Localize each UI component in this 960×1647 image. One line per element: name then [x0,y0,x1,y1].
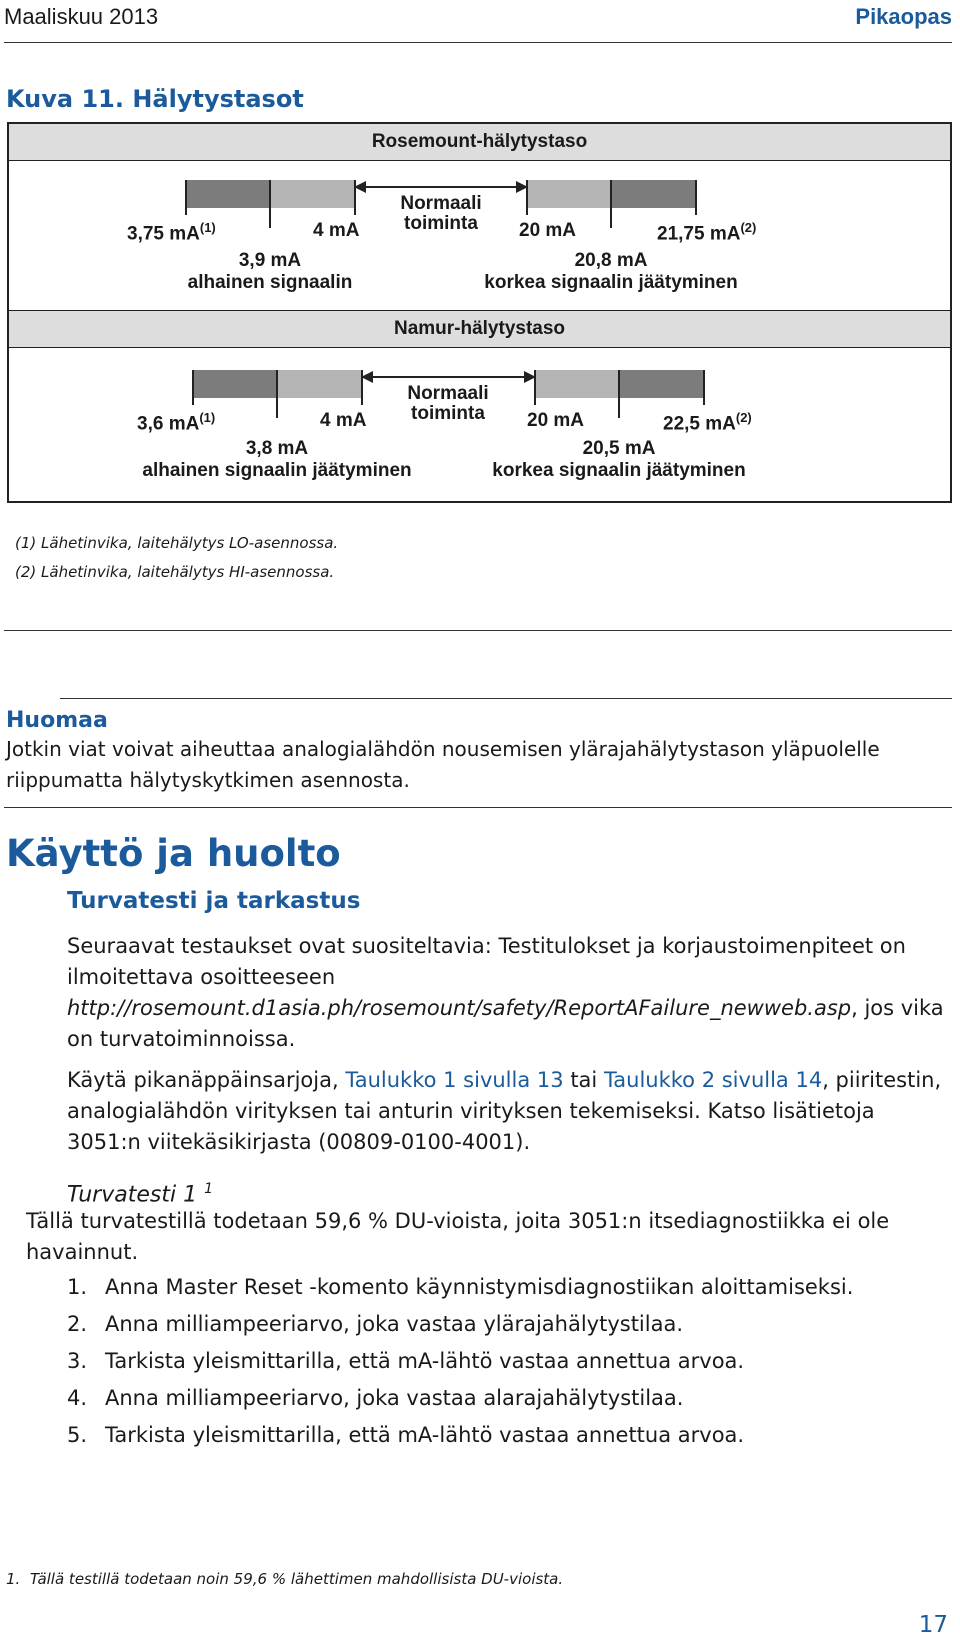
figure-footnote: (2) Lähetinvika, laitehälytys HI-asennossa. [15,563,335,581]
shortcut-paragraph: Käytä pikanäppäinsarjoja, Taulukko 1 sivulla 13 tai Taulukko 2 sivulla 14, piiritestin, analogialähdön virityksen tai anturin virityksen tekemiseksi. Katso lisätietoja 3051:n viitekäsikirjasta (00809-0100-4001). [67,1068,942,1154]
tick [269,180,271,228]
low-saturation-segment [270,180,355,208]
steps-list [67,1272,947,1457]
safety-test-title: Turvatesti 1 $^1$ [67,1181,213,1208]
high-saturation-segment [534,370,619,398]
tick [703,370,705,405]
tick [618,370,620,418]
list-item: 5. Tarkista yleismittarilla, että mA-lähtö vastaa annettua arvoa. [67,1423,745,1447]
namur-band: Namur-hälytystaso [9,310,950,348]
page-number: 17 [918,1612,948,1638]
section-title: Käyttö ja huolto [6,832,341,875]
low-limit-value: 4 mA [313,220,360,241]
footnote-ref: 1 [204,1181,213,1197]
safety-test-description: Tällä turvatestillä todetaan 59,6 % DU-vioista, joita 3051:n itsediagnostiikka ei ole havainnut. [26,1209,890,1264]
header-rule [4,42,952,43]
low-limit-value: 4 mA [320,410,367,431]
high-alarm-segment [619,370,704,398]
list-item: 1. Anna Master Reset -komento käynnistymisdiagnostiikan aloittamiseksi. [67,1275,854,1299]
note-text: Jotkin viat voivat aiheuttaa analogialähdön nousemisen ylärajahälytystason yläpuolelle riippumatta hälytyskytkimen asennosta. [6,737,880,792]
low-saturation-segment [277,370,362,398]
low-saturation-value: 3,9 mA [238,250,302,271]
high-limit-value: 20 mA [519,220,577,241]
normal-operation-label: Normaali toiminta [400,193,482,234]
tick [695,180,697,215]
low-alarm-segment [192,370,277,398]
high-saturation-segment [526,180,611,208]
high-saturation-label: korkea signaalin jäätyminen [492,460,746,481]
figure-title: Kuva 11. Hälytystasot [6,85,304,113]
rosemount-band: Rosemount-hälytystaso [9,124,950,161]
low-saturation-label: alhainen signaalin jäätyminen [142,460,412,481]
tick [185,180,187,215]
note-bottom-rule [4,807,952,808]
normal-operation-label: Normaali toiminta [407,383,489,424]
note-title: Huomaa [6,708,108,733]
low-saturation-label: alhainen signaalin [187,272,353,293]
list-item: 2. Anna milliampeeriarvo, joka vastaa ylärajahälytystilaa. [67,1312,684,1336]
low-alarm-value: 3,6 $mA^{(1)}$ [137,410,216,435]
figure-footnote: (1) Lähetinvika, laitehälytys LO-asennossa. [15,534,339,552]
tick [192,370,194,405]
tick [276,370,278,418]
header-date: Maaliskuu 2013 [4,4,159,29]
low-saturation-value: 3,8 mA [245,438,309,459]
normal-range-arrow [361,370,536,384]
high-saturation-value: 20,5 mA [582,438,656,459]
tick [610,180,612,228]
subsection-title: Turvatesti ja tarkastus [67,888,361,914]
high-limit-value: 20 mA [527,410,585,431]
high-alarm-value: 21,75 $mA^{(2)}$ [657,220,757,245]
alarm-levels-figure [7,122,952,503]
list-item: 3. Tarkista yleismittarilla, että mA-lähtö vastaa annettua arvoa. [67,1349,745,1373]
high-alarm-value: 22,5 $mA^{(2)}$ [663,410,752,435]
low-alarm-segment [185,180,270,208]
report-url[interactable]: http://rosemount.d1asia.ph/rosemount/safety/ReportAFailure_newweb.asp [67,996,852,1020]
list-item: 4. Anna milliampeeriarvo, joka vastaa alarajahälytystilaa. [67,1386,684,1410]
low-alarm-value: 3,75 $mA^{(1)}$ [127,220,216,245]
table1-link[interactable]: Taulukko 1 sivulla 13 [345,1068,564,1092]
high-alarm-segment [611,180,696,208]
divider [4,630,952,631]
header-doc-type: Pikaopas [855,4,952,29]
high-saturation-label: korkea signaalin jäätyminen [484,272,738,293]
table2-link[interactable]: Taulukko 2 sivulla 14 [603,1068,823,1092]
normal-range-arrow [354,180,528,194]
high-saturation-value: 20,8 mA [574,250,648,271]
note-top-rule [60,698,952,699]
intro-paragraph: Seuraavat testaukset ovat suositeltavia: Testitulokset ja korjaustoimenpiteet on ilmoitettava osoitteeseen http://rosemount.d1asia.ph/rosemount/safety/ReportAFailure_newweb.asp, jos vika on turvatoiminnoissa. [67,934,944,1051]
page-footnote: 1. Tällä testillä todetaan noin 59,6 % lähettimen mahdollisista DU-vioista. [6,1570,564,1588]
